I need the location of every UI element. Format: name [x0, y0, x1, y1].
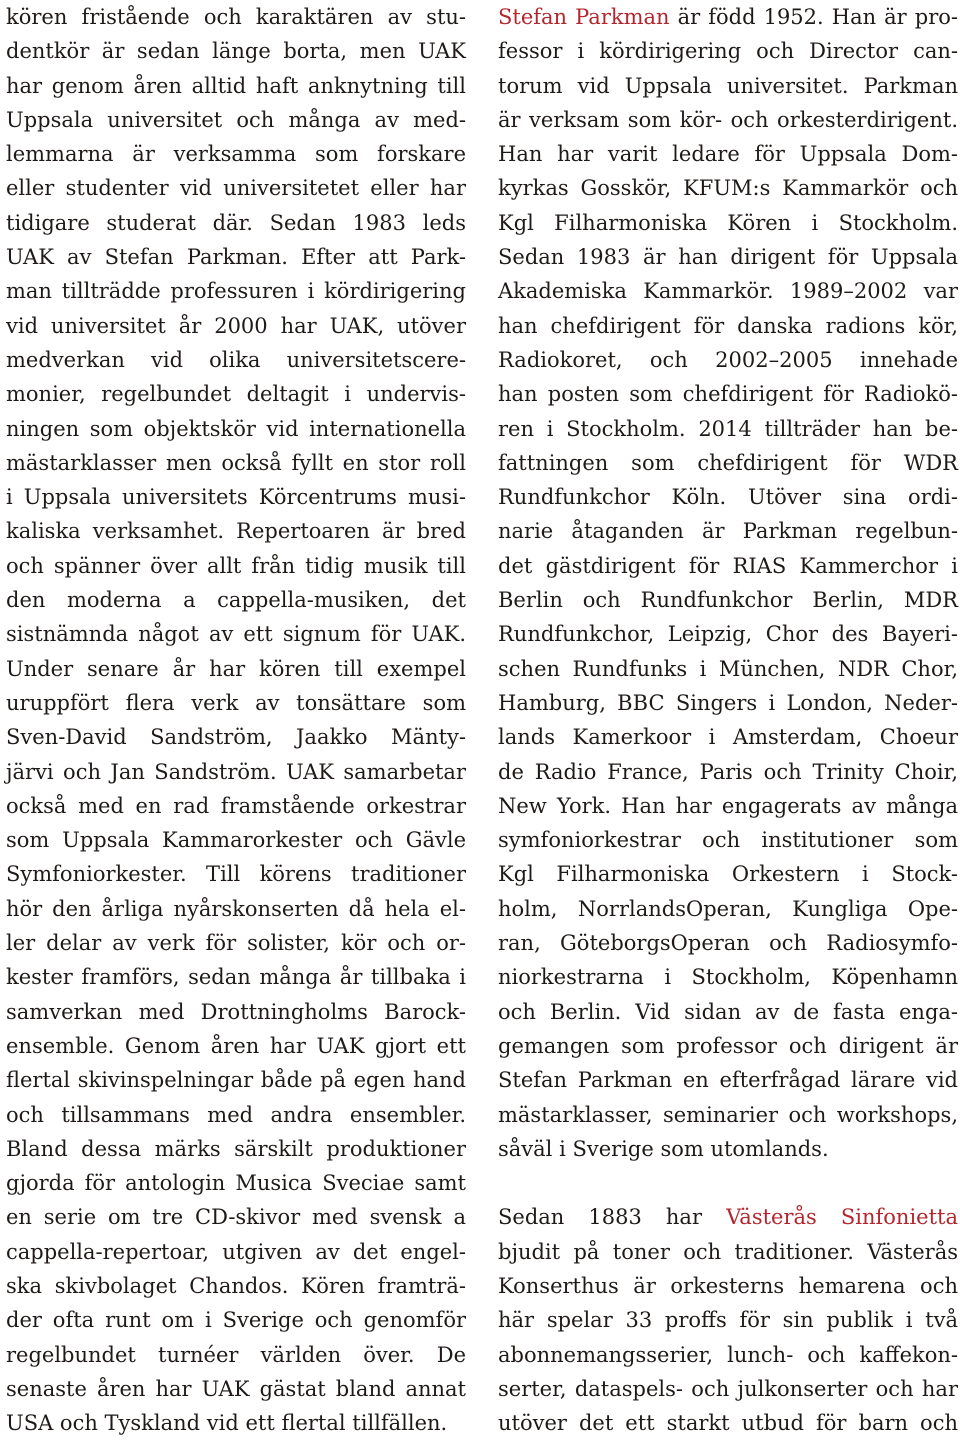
text-line: schen Rundfunks i München, NDR Chor,	[498, 656, 958, 681]
text-line: Hamburg, BBC Singers i London, Neder-	[498, 690, 958, 715]
text-line: Konserthus är orkesterns hemarena och	[498, 1273, 958, 1298]
text-line: Stefan Parkman en efterfrågad lärare vid	[498, 1068, 958, 1093]
text-line: har genom åren alltid haft anknytning till	[6, 73, 466, 98]
text-line: der ofta runt om i Sverige och genomför	[6, 1308, 466, 1333]
text-line: han posten som chefdirigent för Radiokö-	[498, 382, 958, 407]
text-line: ensemble. Genom åren har UAK gjort ett	[6, 1033, 466, 1058]
text-line: fessor i kördirigering och Director can-	[498, 39, 958, 64]
text-line: man tillträdde professuren i kördirigering	[6, 279, 466, 304]
text-line: Sven-David Sandström, Jaakko Mänty-	[6, 725, 466, 750]
text-line: uruppfört flera verk av tonsättare som	[6, 690, 466, 715]
bio-first-line-rest: är född 1952. Han är pro-	[669, 5, 958, 29]
text-line: flertal skivinspelningar både på egen hand	[6, 1068, 466, 1093]
text-line: Symfoniorkester. Till körens traditioner	[6, 862, 466, 887]
bio-paragraph	[498, 34, 958, 1166]
text-line: UAK av Stefan Parkman. Efter att Park-	[6, 245, 466, 270]
text-line: Sedan 1983 är han dirigent för Uppsala	[498, 245, 958, 270]
text-line: det gästdirigent för RIAS Kammerchor i	[498, 553, 958, 578]
text-line: och tillsammans med andra ensembler.	[6, 1102, 466, 1127]
text-line: här spelar 33 proffs för sin publik i två	[498, 1308, 958, 1333]
text-line: Kgl Filharmoniska Orkestern i Stock-	[498, 862, 958, 887]
text-line: den moderna a cappella-musiken, det	[6, 588, 466, 613]
text-line: såväl i Sverige som utomlands.	[498, 1136, 829, 1161]
text-line: senaste åren har UAK gästat bland annat	[6, 1376, 466, 1401]
text-line: hör den årliga nyårskonserten då hela el-	[6, 896, 466, 921]
text-line: vid universitet år 2000 har UAK, utöver	[6, 313, 466, 338]
left-column	[6, 0, 466, 1440]
text-line: eller studenter vid universitetet eller har	[6, 176, 466, 201]
text-line: Uppsala universitet och många av med-	[6, 107, 466, 132]
text-line: utöver det ett starkt utbud för barn och	[498, 1411, 958, 1436]
text-line: i Uppsala universitets Körcentrums musi-	[6, 485, 466, 510]
text-line: samverkan med Drottningholms Barock-	[6, 999, 466, 1024]
text-line: mästarklasser, seminarier och workshops,	[498, 1102, 958, 1127]
text-line: torum vid Uppsala universitet. Parkman	[498, 73, 958, 98]
text-line: medverkan vid olika universitetscere-	[6, 347, 466, 372]
text-line: Berlin och Rundfunkchor Berlin, MDR	[498, 588, 958, 613]
orchestra-name: Västerås Sinfonietta	[726, 1205, 958, 1230]
text-line: regelbundet turnéer världen över. De	[6, 1342, 466, 1367]
orchestra-first-line	[498, 1200, 958, 1234]
text-line: USA och Tyskland vid ett flertal tillfällen.	[6, 1411, 448, 1436]
text-line: ningen som objektskör vid internationella	[6, 416, 466, 441]
text-line: Under senare år har kören till exempel	[6, 656, 466, 681]
text-line: kester framförs, sedan många år tillbaka i	[6, 965, 466, 990]
text-line: är verksam som kör- och orkesterdirigent.	[498, 107, 958, 132]
text-line: niorkestrarna i Stockholm, Köpenhamn	[498, 965, 958, 990]
text-line: sistnämnda något av ett signum för UAK.	[6, 622, 466, 647]
text-line: kaliska verksamhet. Repertoaren är bred	[6, 519, 466, 544]
bio-first-line	[498, 0, 958, 34]
text-line: Bland dessa märks särskilt produktioner	[6, 1136, 466, 1161]
text-line: ska skivbolaget Chandos. Kören framträ-	[6, 1273, 466, 1298]
text-line: bjudit på toner och traditioner. Västerås	[498, 1239, 958, 1264]
text-line: dentkör är sedan länge borta, men UAK	[6, 39, 466, 64]
text-line: Rundfunkchor, Leipzig, Chor des Bayeri-	[498, 622, 958, 647]
text-line: Han har varit ledare för Uppsala Dom-	[498, 142, 958, 167]
text-line: ren i Stockholm. 2014 tillträder han be-	[498, 416, 958, 441]
text-line: tidigare studerat där. Sedan 1983 leds	[6, 210, 466, 235]
text-line: de Radio France, Paris och Trinity Choir,	[498, 759, 958, 784]
text-line: lemmarna är verksamma som forskare	[6, 142, 466, 167]
text-line: en serie om tre CD-skivor med svensk a	[6, 1205, 466, 1230]
text-line: gjorda för antologin Musica Sveciae samt	[6, 1171, 466, 1196]
text-line: lands Kamerkoor i Amsterdam, Choeur	[498, 725, 958, 750]
text-line: gemangen som professor och dirigent är	[498, 1033, 958, 1058]
text-line: symfoniorkestrar och institutioner som	[498, 828, 958, 853]
text-line: ran, GöteborgsOperan och Radiosymfo-	[498, 931, 958, 956]
orchestra-intro: Sedan 1883 har	[498, 1205, 727, 1230]
orchestra-paragraph	[498, 1235, 958, 1440]
text-line: New York. Han har engagerats av många	[498, 793, 958, 818]
text-line: kyrkas Gosskör, KFUM:s Kammarkör och	[498, 176, 958, 201]
text-line: fattningen som chefdirigent för WDR	[498, 450, 958, 475]
bio-name: Stefan Parkman	[498, 5, 670, 29]
text-line: cappella-repertoar, utgiven av det engel-	[6, 1239, 466, 1264]
paragraph-gap	[498, 1166, 958, 1200]
text-line: serter, dataspels- och julkonserter och har	[498, 1376, 958, 1401]
text-line: han chefdirigent för danska radions kör,	[498, 313, 958, 338]
text-line: monier, regelbundet deltagit i undervis-	[6, 382, 466, 407]
text-line: holm, NorrlandsOperan, Kungliga Ope-	[498, 896, 958, 921]
right-column	[498, 0, 958, 1440]
text-line: också med en rad framstående orkestrar	[6, 793, 466, 818]
text-line: Rundfunkchor Köln. Utöver sina ordi-	[498, 485, 958, 510]
text-line: kören fristående och karaktären av stu-	[6, 5, 466, 29]
text-line: narie åtaganden är Parkman regelbun-	[498, 519, 958, 544]
text-line: Akademiska Kammarkör. 1989–2002 var	[498, 279, 958, 304]
text-line: och spänner över allt från tidig musik till	[6, 553, 466, 578]
text-line: ler delar av verk för solister, kör och or-	[6, 931, 466, 956]
text-line: Kgl Filharmoniska Kören i Stockholm.	[498, 210, 958, 235]
text-line: som Uppsala Kammarorkester och Gävle	[6, 828, 466, 853]
text-line: abonnemangsserier, lunch- och kaffekon-	[498, 1342, 958, 1367]
text-line: mästarklasser men också fyllt en stor roll	[6, 450, 466, 475]
text-line: och Berlin. Vid sidan av de fasta enga-	[498, 999, 958, 1024]
text-line: järvi och Jan Sandström. UAK samarbetar	[6, 759, 466, 784]
text-line: Radiokoret, och 2002–2005 innehade	[498, 347, 958, 372]
